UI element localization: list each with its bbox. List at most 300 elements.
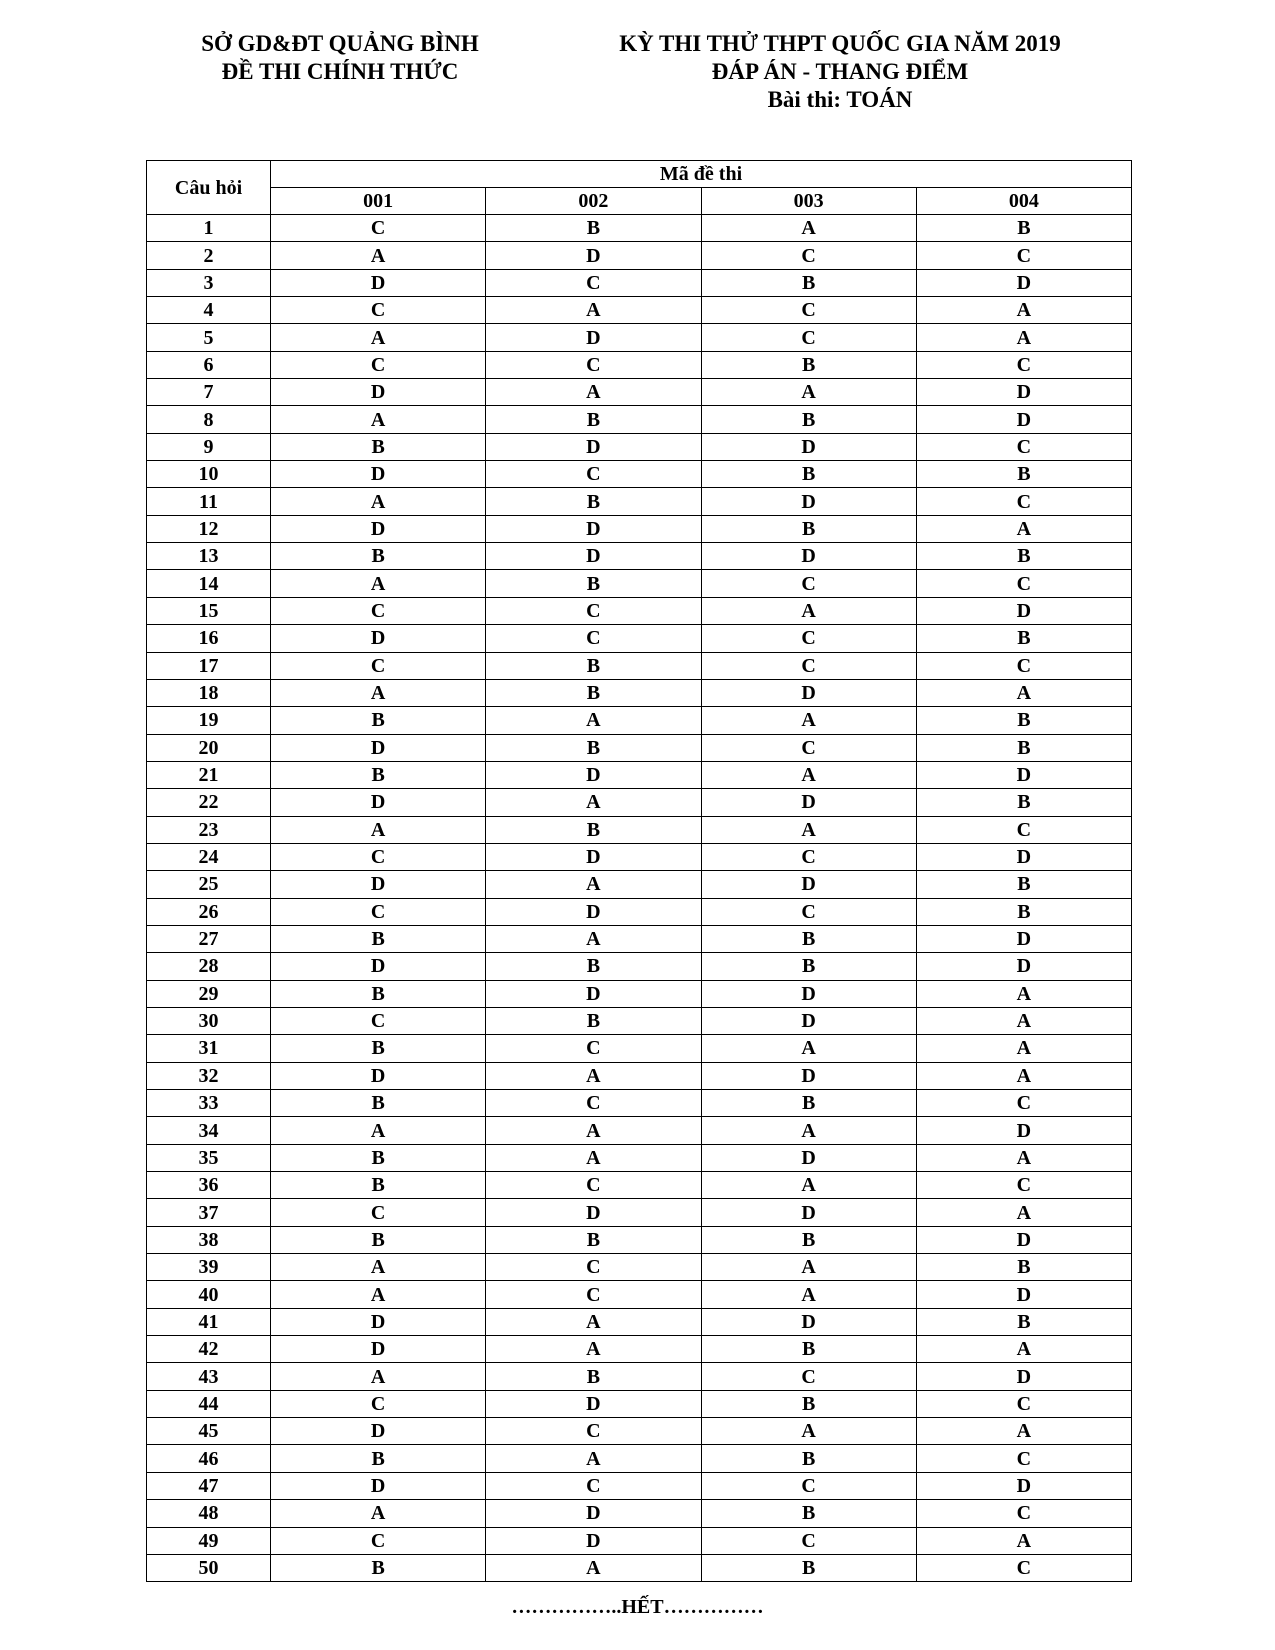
answer-cell: B [271,543,486,570]
question-number: 10 [147,461,271,488]
table-row [147,1226,1132,1253]
table-row [147,1281,1132,1308]
answer-cell: D [916,597,1131,624]
answer-cell: C [916,242,1131,269]
question-number: 42 [147,1336,271,1363]
answer-cell: D [916,406,1131,433]
answer-cell: C [701,297,916,324]
answer-cell: D [486,1527,701,1554]
answer-cell: A [486,1445,701,1472]
question-number: 37 [147,1199,271,1226]
question-number: 31 [147,1035,271,1062]
answer-cell: C [701,625,916,652]
answer-cell: C [916,1445,1131,1472]
answer-cell: C [486,269,701,296]
answer-cell: B [486,734,701,761]
answer-cell: B [271,1172,486,1199]
answer-cell: B [486,953,701,980]
answer-cell: A [701,1254,916,1281]
question-number: 8 [147,406,271,433]
answer-cell: C [701,1363,916,1390]
answer-cell: B [271,925,486,952]
answer-cell: B [271,1144,486,1171]
answer-cell: A [701,816,916,843]
question-number: 5 [147,324,271,351]
answer-cell: A [486,707,701,734]
table-row [147,679,1132,706]
answer-cell: B [486,1226,701,1253]
answer-cell: D [701,1144,916,1171]
question-number: 36 [147,1172,271,1199]
question-number: 46 [147,1445,271,1472]
table-row [147,707,1132,734]
answer-cell: D [916,1281,1131,1308]
answer-cell: C [271,843,486,870]
answer-cell: D [486,324,701,351]
question-number: 43 [147,1363,271,1390]
answer-cell: B [916,1254,1131,1281]
answer-cell: A [271,1363,486,1390]
table-row [147,433,1132,460]
answer-cell: B [916,1308,1131,1335]
header-left [160,30,520,86]
question-number: 24 [147,843,271,870]
answer-cell: A [916,1199,1131,1226]
answer-cell: B [916,543,1131,570]
answer-cell: A [701,1035,916,1062]
answer-cell: B [271,761,486,788]
table-row [147,215,1132,242]
question-number: 20 [147,734,271,761]
question-number: 26 [147,898,271,925]
answer-cell: D [701,488,916,515]
answer-cell: C [486,1254,701,1281]
answer-cell: B [701,1090,916,1117]
answer-cell: B [701,406,916,433]
question-number: 1 [147,215,271,242]
answer-cell: D [271,871,486,898]
table-row [147,843,1132,870]
table-row [147,1199,1132,1226]
answer-cell: D [916,925,1131,952]
answer-cell: C [486,625,701,652]
question-number: 21 [147,761,271,788]
answer-cell: A [271,1281,486,1308]
answer-cell: D [916,269,1131,296]
answer-cell: C [486,597,701,624]
answer-cell: B [486,1007,701,1034]
table-row [147,1062,1132,1089]
answer-cell: B [701,515,916,542]
answer-cell: C [486,1281,701,1308]
answer-cell: C [486,1172,701,1199]
answer-cell: B [701,1390,916,1417]
answer-cell: B [486,570,701,597]
question-number: 50 [147,1554,271,1581]
answer-cell: C [701,843,916,870]
question-number: 11 [147,488,271,515]
answer-cell: A [486,1144,701,1171]
answer-cell: D [271,461,486,488]
header-right [580,30,1100,114]
table-row [147,1308,1132,1335]
answer-cell: D [701,543,916,570]
answer-cell: A [486,1062,701,1089]
question-number: 15 [147,597,271,624]
answer-cell: D [271,379,486,406]
answer-cell: B [701,461,916,488]
table-row [147,734,1132,761]
answer-cell: D [486,433,701,460]
question-number: 9 [147,433,271,460]
table-row [147,1254,1132,1281]
table-row [147,406,1132,433]
answer-cell: B [486,215,701,242]
answer-cell: B [916,625,1131,652]
answer-cell: D [916,843,1131,870]
answer-cell: A [271,816,486,843]
table-row [147,1336,1132,1363]
table-row [147,297,1132,324]
table-row [147,925,1132,952]
answer-cell: C [271,597,486,624]
question-number: 44 [147,1390,271,1417]
answer-cell: A [486,379,701,406]
table-row [147,269,1132,296]
answer-cell: C [916,1500,1131,1527]
answer-cell: C [271,1199,486,1226]
answer-cell: B [701,1336,916,1363]
answer-cell: A [486,1308,701,1335]
answer-cell: C [271,1007,486,1034]
answer-cell: A [916,1144,1131,1171]
answer-cell: A [916,1007,1131,1034]
answer-cell: D [271,789,486,816]
table-row [147,898,1132,925]
answer-cell: B [271,433,486,460]
answer-cell: B [271,1554,486,1581]
answer-cell: A [916,1336,1131,1363]
answer-cell: C [271,1527,486,1554]
question-number: 33 [147,1090,271,1117]
answer-cell: A [916,980,1131,1007]
answer-cell: B [271,1035,486,1062]
answer-cell: A [701,707,916,734]
answer-cell: A [271,1254,486,1281]
answer-cell: B [486,488,701,515]
answer-cell: A [486,1336,701,1363]
question-number: 41 [147,1308,271,1335]
answer-cell: B [701,925,916,952]
answer-cell: D [916,1117,1131,1144]
table-row [147,652,1132,679]
answer-cell: B [701,351,916,378]
answer-cell: D [271,734,486,761]
answer-cell: D [271,515,486,542]
answer-cell: A [701,1281,916,1308]
table-row [147,488,1132,515]
question-number: 48 [147,1500,271,1527]
answer-cell: B [486,406,701,433]
answer-cell: A [271,324,486,351]
answer-cell: D [486,242,701,269]
answer-cell: A [271,406,486,433]
answer-cell: D [486,1390,701,1417]
question-number: 12 [147,515,271,542]
answer-cell: D [486,515,701,542]
answer-cell: A [486,925,701,952]
answer-cell: A [701,379,916,406]
answer-cell: D [271,1472,486,1499]
table-row [147,816,1132,843]
question-number: 45 [147,1418,271,1445]
answer-cell: D [701,1199,916,1226]
answer-cell: C [701,242,916,269]
table-row [147,543,1132,570]
table-row [147,1472,1132,1499]
answer-cell: D [271,953,486,980]
question-number: 25 [147,871,271,898]
answer-cell: C [916,652,1131,679]
answer-cell: C [486,1035,701,1062]
table-row [147,379,1132,406]
table-row [147,515,1132,542]
answer-cell: D [271,269,486,296]
answer-cell: C [271,215,486,242]
question-number: 49 [147,1527,271,1554]
question-number: 3 [147,269,271,296]
answer-cell: C [916,488,1131,515]
answer-cell: C [486,1090,701,1117]
answer-cell: B [486,679,701,706]
answer-cell: C [916,816,1131,843]
answer-cell: C [701,652,916,679]
question-number: 13 [147,543,271,570]
table-row [147,1007,1132,1034]
table-row [147,324,1132,351]
answer-cell: C [486,1472,701,1499]
answer-cell: D [701,433,916,460]
question-number: 34 [147,1117,271,1144]
exam-code-header: 003 [701,188,916,215]
answer-cell: C [701,898,916,925]
question-number: 35 [147,1144,271,1171]
answer-cell: A [271,1500,486,1527]
answer-cell: C [916,351,1131,378]
subject-label: Bài thi: TOÁN [767,87,913,112]
answer-cell: C [916,1090,1131,1117]
answer-cell: A [701,1172,916,1199]
answer-cell: A [271,1117,486,1144]
answer-cell: C [916,1554,1131,1581]
answer-cell: A [701,215,916,242]
question-number: 40 [147,1281,271,1308]
table-row [147,871,1132,898]
answer-key-title: ĐÁP ÁN - THANG ĐIỂM [711,59,969,84]
answer-cell: B [916,734,1131,761]
answer-cell: D [271,1418,486,1445]
answer-cell: B [701,1500,916,1527]
answer-cell: B [271,1445,486,1472]
answer-cell: D [486,1199,701,1226]
question-number: 28 [147,953,271,980]
table-row [147,597,1132,624]
question-number: 23 [147,816,271,843]
answer-cell: D [701,679,916,706]
question-number: 7 [147,379,271,406]
question-number: 38 [147,1226,271,1253]
answer-cell: B [486,652,701,679]
question-number: 16 [147,625,271,652]
answer-cell: D [486,843,701,870]
answer-cell: A [271,570,486,597]
table-row [147,1418,1132,1445]
end-marker: ……………..HẾT…………… [511,1596,764,1618]
answer-cell: B [271,707,486,734]
answer-cell: B [701,269,916,296]
question-column-header: Câu hỏi [147,161,271,215]
table-row [147,1144,1132,1171]
official-exam-label: ĐỀ THI CHÍNH THỨC [221,59,459,84]
table-row [147,351,1132,378]
answer-cell: C [701,1472,916,1499]
answer-cell: D [486,980,701,1007]
table-row [147,242,1132,269]
answer-cell: C [271,652,486,679]
answer-cell: C [486,461,701,488]
answer-cell: D [701,980,916,1007]
answer-cell: D [916,761,1131,788]
question-number: 39 [147,1254,271,1281]
question-number: 18 [147,679,271,706]
answer-cell: C [271,898,486,925]
question-number: 2 [147,242,271,269]
answer-cell: B [271,1226,486,1253]
answer-key-table [146,160,1132,1582]
answer-cell: D [701,1308,916,1335]
table-row [147,1172,1132,1199]
answer-cell: A [916,1527,1131,1554]
answer-cell: A [271,242,486,269]
table-row [147,1445,1132,1472]
answer-cell: A [701,597,916,624]
answer-cell: A [486,789,701,816]
table-row [147,761,1132,788]
answer-cell: D [916,953,1131,980]
answer-cell: A [486,871,701,898]
answer-cell: D [701,871,916,898]
table-row [147,1527,1132,1554]
table-row [147,570,1132,597]
answer-cell: A [916,1062,1131,1089]
answer-rows [147,215,1132,1582]
answer-cell: B [916,898,1131,925]
answer-cell: B [701,1445,916,1472]
question-number: 30 [147,1007,271,1034]
answer-cell: B [271,980,486,1007]
answer-cell: B [271,1090,486,1117]
answer-cell: C [486,351,701,378]
answer-cell: A [486,297,701,324]
answer-cell: A [701,1418,916,1445]
exam-title: KỲ THI THỬ THPT QUỐC GIA NĂM 2019 [619,31,1061,56]
answer-cell: D [916,1472,1131,1499]
answer-cell: A [916,515,1131,542]
answer-cell: A [701,1117,916,1144]
answer-cell: B [916,871,1131,898]
answer-cell: C [701,1527,916,1554]
answer-cell: D [701,1007,916,1034]
table-row [147,953,1132,980]
answer-cell: C [701,734,916,761]
answer-cell: D [271,1308,486,1335]
question-number: 47 [147,1472,271,1499]
table-row [147,1390,1132,1417]
answer-cell: B [916,789,1131,816]
answer-cell: B [916,461,1131,488]
question-number: 6 [147,351,271,378]
answer-cell: A [271,679,486,706]
answer-cell: C [271,351,486,378]
question-number: 17 [147,652,271,679]
answer-cell: D [486,1500,701,1527]
table-row [147,1363,1132,1390]
table-row [147,1090,1132,1117]
answer-cell: C [916,433,1131,460]
question-number: 19 [147,707,271,734]
answer-cell: A [916,1035,1131,1062]
answer-cell: C [916,1390,1131,1417]
answer-cell: C [701,324,916,351]
question-number: 32 [147,1062,271,1089]
answer-cell: D [916,379,1131,406]
answer-cell: B [916,215,1131,242]
answer-cell: D [916,1226,1131,1253]
answer-cell: C [271,1390,486,1417]
answer-cell: A [486,1554,701,1581]
answer-cell: D [271,1062,486,1089]
answer-cell: D [916,1363,1131,1390]
table-row [147,789,1132,816]
answer-cell: A [916,679,1131,706]
answer-cell: B [701,1554,916,1581]
answer-cell: A [486,1117,701,1144]
answer-cell: A [271,488,486,515]
answer-cell: C [916,570,1131,597]
answer-cell: B [486,1363,701,1390]
answer-cell: D [701,1062,916,1089]
answer-cell: B [701,953,916,980]
exam-code-group-header: Mã đề thi [271,161,1132,188]
answer-cell: B [916,707,1131,734]
answer-cell: C [486,1418,701,1445]
question-number: 22 [147,789,271,816]
answer-cell: D [486,543,701,570]
question-number: 29 [147,980,271,1007]
answer-cell: D [486,761,701,788]
table-row [147,625,1132,652]
answer-cell: A [916,1418,1131,1445]
answer-cell: D [271,1336,486,1363]
answer-cell: C [701,570,916,597]
exam-code-header: 002 [486,188,701,215]
table-row [147,461,1132,488]
answer-cell: A [701,761,916,788]
table-row [147,1035,1132,1062]
answer-cell: A [916,324,1131,351]
question-number: 27 [147,925,271,952]
answer-cell: D [271,625,486,652]
